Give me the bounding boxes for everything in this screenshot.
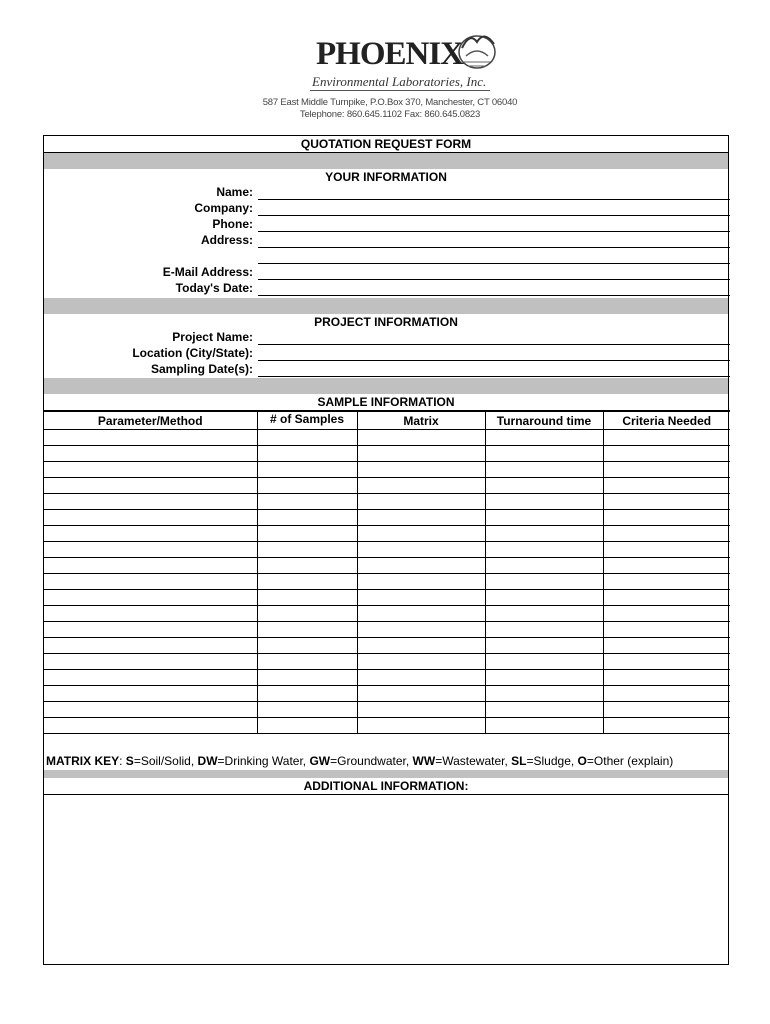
table-cell[interactable] bbox=[257, 718, 357, 734]
table-row bbox=[44, 702, 730, 718]
table-cell[interactable] bbox=[603, 574, 730, 590]
table-cell[interactable] bbox=[603, 638, 730, 654]
project-info-heading: PROJECT INFORMATION bbox=[314, 315, 458, 329]
table-cell[interactable] bbox=[357, 462, 485, 478]
table-cell[interactable] bbox=[485, 702, 603, 718]
matrix-key: MATRIX KEY: S=Soil/Solid, DW=Drinking Water, GW=Groundwater, WW=Wastewater, SL=Sludge, O=Other (explain) bbox=[46, 754, 674, 768]
table-cell[interactable] bbox=[603, 718, 730, 734]
address-label: Address: bbox=[200, 233, 253, 247]
table-cell[interactable] bbox=[257, 686, 357, 702]
col-parameter-method: Parameter/Method bbox=[44, 411, 257, 430]
table-cell[interactable] bbox=[257, 430, 357, 446]
matrix-code: WW bbox=[412, 754, 436, 768]
email-field[interactable] bbox=[258, 279, 730, 280]
table-cell[interactable] bbox=[357, 558, 485, 574]
table-cell[interactable] bbox=[485, 494, 603, 510]
sample-info-heading: SAMPLE INFORMATION bbox=[317, 395, 455, 409]
section-band bbox=[44, 770, 728, 778]
table-row bbox=[44, 510, 730, 526]
matrix-code: DW bbox=[197, 754, 218, 768]
company-subtitle: Environmental Laboratories, Inc. bbox=[312, 74, 487, 89]
date-label: Today's Date: bbox=[175, 281, 253, 295]
table-row bbox=[44, 446, 730, 462]
table-cell[interactable] bbox=[44, 702, 257, 718]
table-row bbox=[44, 526, 730, 542]
table-cell[interactable] bbox=[357, 430, 485, 446]
table-cell[interactable] bbox=[44, 446, 257, 462]
table-row bbox=[44, 542, 730, 558]
table-cell[interactable] bbox=[603, 478, 730, 494]
table-header-row bbox=[44, 411, 730, 430]
table-cell[interactable] bbox=[357, 542, 485, 558]
table-cell[interactable] bbox=[44, 590, 257, 606]
table-cell[interactable] bbox=[44, 622, 257, 638]
table-cell[interactable] bbox=[357, 654, 485, 670]
table-row bbox=[44, 670, 730, 686]
matrix-key-label: MATRIX KEY bbox=[46, 754, 120, 768]
table-row bbox=[44, 494, 730, 510]
company-contact: Telephone: 860.645.1102 Fax: 860.645.0823 bbox=[299, 109, 481, 120]
table-cell[interactable] bbox=[603, 558, 730, 574]
table-cell[interactable] bbox=[485, 622, 603, 638]
company-logo bbox=[304, 26, 504, 96]
table-cell[interactable] bbox=[357, 606, 485, 622]
matrix-code: S bbox=[125, 754, 134, 768]
table-cell[interactable] bbox=[44, 670, 257, 686]
table-cell[interactable] bbox=[357, 686, 485, 702]
table-cell[interactable] bbox=[357, 510, 485, 526]
table-cell[interactable] bbox=[603, 462, 730, 478]
table-cell[interactable] bbox=[257, 542, 357, 558]
location-field[interactable] bbox=[258, 360, 730, 361]
table-cell[interactable] bbox=[257, 526, 357, 542]
sampling-dates-label: Sampling Date(s): bbox=[150, 362, 253, 376]
table-cell[interactable] bbox=[257, 446, 357, 462]
table-cell[interactable] bbox=[44, 542, 257, 558]
table-cell[interactable] bbox=[257, 510, 357, 526]
form-title: QUOTATION REQUEST FORM bbox=[300, 137, 472, 151]
table-cell[interactable] bbox=[257, 638, 357, 654]
sampling-dates-field[interactable] bbox=[258, 376, 730, 377]
company-name: PHOENIX bbox=[316, 36, 464, 72]
matrix-meaning: Wastewater bbox=[442, 754, 505, 768]
table-cell[interactable] bbox=[485, 526, 603, 542]
additional-info-heading: ADDITIONAL INFORMATION: bbox=[303, 779, 469, 793]
table-cell[interactable] bbox=[603, 542, 730, 558]
matrix-meaning: Other (explain) bbox=[593, 754, 674, 768]
your-info-heading: YOUR INFORMATION bbox=[325, 170, 447, 184]
table-cell[interactable] bbox=[44, 606, 257, 622]
section-band bbox=[44, 298, 728, 314]
matrix-meaning: Drinking Water bbox=[224, 754, 303, 768]
name-label: Name: bbox=[216, 185, 253, 199]
col-criteria-needed: Criteria Needed bbox=[603, 411, 730, 430]
table-cell[interactable] bbox=[44, 718, 257, 734]
table-cell[interactable] bbox=[44, 526, 257, 542]
table-cell[interactable] bbox=[357, 622, 485, 638]
table-cell[interactable] bbox=[603, 622, 730, 638]
table-cell[interactable] bbox=[357, 526, 485, 542]
table-cell[interactable] bbox=[603, 526, 730, 542]
matrix-meaning: Sludge bbox=[533, 754, 571, 768]
phoenix-bird-icon bbox=[454, 26, 500, 74]
table-cell[interactable] bbox=[44, 494, 257, 510]
table-cell[interactable] bbox=[357, 574, 485, 590]
table-cell[interactable] bbox=[44, 686, 257, 702]
table-cell[interactable] bbox=[257, 654, 357, 670]
table-cell[interactable] bbox=[485, 446, 603, 462]
name-field[interactable] bbox=[258, 199, 730, 200]
table-cell[interactable] bbox=[603, 654, 730, 670]
email-label: E-Mail Address: bbox=[162, 265, 253, 279]
matrix-meaning: Groundwater bbox=[337, 754, 406, 768]
table-cell[interactable] bbox=[485, 542, 603, 558]
table-cell[interactable] bbox=[603, 606, 730, 622]
company-field[interactable] bbox=[258, 215, 730, 216]
table-cell[interactable] bbox=[603, 686, 730, 702]
table-cell[interactable] bbox=[44, 638, 257, 654]
table-row bbox=[44, 622, 730, 638]
table-cell[interactable] bbox=[603, 510, 730, 526]
table-cell[interactable] bbox=[257, 558, 357, 574]
additional-info-field[interactable] bbox=[44, 795, 728, 963]
section-band bbox=[44, 153, 728, 169]
table-cell[interactable] bbox=[485, 638, 603, 654]
table-cell[interactable] bbox=[485, 478, 603, 494]
matrix-code: O bbox=[577, 754, 587, 768]
table-cell[interactable] bbox=[357, 718, 485, 734]
table-cell[interactable] bbox=[257, 494, 357, 510]
matrix-code: SL bbox=[511, 754, 527, 768]
table-row bbox=[44, 718, 730, 734]
table-cell[interactable] bbox=[44, 478, 257, 494]
date-field[interactable] bbox=[258, 295, 730, 296]
table-cell[interactable] bbox=[357, 702, 485, 718]
company-label: Company: bbox=[194, 201, 253, 215]
table-cell[interactable] bbox=[603, 670, 730, 686]
table-cell[interactable] bbox=[357, 478, 485, 494]
table-cell[interactable] bbox=[257, 478, 357, 494]
table-cell[interactable] bbox=[257, 702, 357, 718]
table-row bbox=[44, 686, 730, 702]
matrix-code: GW bbox=[309, 754, 331, 768]
project-name-field[interactable] bbox=[258, 344, 730, 345]
table-row bbox=[44, 558, 730, 574]
table-cell[interactable] bbox=[603, 702, 730, 718]
table-cell[interactable] bbox=[485, 670, 603, 686]
project-name-label: Project Name: bbox=[172, 330, 253, 344]
table-row bbox=[44, 574, 730, 590]
table-cell[interactable] bbox=[257, 590, 357, 606]
table-cell[interactable] bbox=[257, 606, 357, 622]
table-cell[interactable] bbox=[357, 638, 485, 654]
table-cell[interactable] bbox=[44, 654, 257, 670]
table-cell[interactable] bbox=[485, 590, 603, 606]
col-matrix: Matrix bbox=[357, 411, 485, 430]
table-row bbox=[44, 478, 730, 494]
table-cell[interactable] bbox=[603, 446, 730, 462]
phone-label: Phone: bbox=[212, 217, 253, 231]
sample-table bbox=[44, 410, 730, 734]
table-cell[interactable] bbox=[357, 494, 485, 510]
quotation-form bbox=[43, 135, 729, 965]
table-cell[interactable] bbox=[44, 462, 257, 478]
table-cell[interactable] bbox=[603, 430, 730, 446]
address-field-1[interactable] bbox=[258, 247, 730, 248]
table-row bbox=[44, 654, 730, 670]
section-band bbox=[44, 378, 728, 394]
table-cell[interactable] bbox=[257, 462, 357, 478]
table-cell[interactable] bbox=[257, 622, 357, 638]
table-row bbox=[44, 638, 730, 654]
col-number-of-samples: # of Samples bbox=[257, 411, 357, 430]
table-cell[interactable] bbox=[44, 430, 257, 446]
table-cell[interactable] bbox=[485, 574, 603, 590]
sample-table-body bbox=[44, 430, 730, 734]
table-row bbox=[44, 430, 730, 446]
table-cell[interactable] bbox=[357, 446, 485, 462]
matrix-meaning: Soil/Solid bbox=[140, 754, 191, 768]
table-cell[interactable] bbox=[485, 718, 603, 734]
table-cell[interactable] bbox=[485, 430, 603, 446]
table-cell[interactable] bbox=[485, 510, 603, 526]
col-turnaround-time: Turnaround time bbox=[485, 411, 603, 430]
table-cell[interactable] bbox=[257, 574, 357, 590]
phone-field[interactable] bbox=[258, 231, 730, 232]
table-cell[interactable] bbox=[485, 558, 603, 574]
table-cell[interactable] bbox=[603, 590, 730, 606]
table-cell[interactable] bbox=[44, 574, 257, 590]
location-label: Location (City/State): bbox=[132, 346, 253, 360]
table-cell[interactable] bbox=[485, 462, 603, 478]
table-cell[interactable] bbox=[603, 494, 730, 510]
table-cell[interactable] bbox=[357, 670, 485, 686]
table-row bbox=[44, 590, 730, 606]
logo-divider bbox=[310, 90, 490, 91]
table-cell[interactable] bbox=[485, 686, 603, 702]
table-cell[interactable] bbox=[485, 606, 603, 622]
table-row bbox=[44, 606, 730, 622]
company-address: 587 East Middle Turnpike, P.O.Box 370, Manchester, CT 06040 bbox=[262, 97, 518, 108]
table-cell[interactable] bbox=[44, 510, 257, 526]
table-cell[interactable] bbox=[357, 590, 485, 606]
address-field-2[interactable] bbox=[258, 263, 730, 264]
table-cell[interactable] bbox=[44, 558, 257, 574]
table-cell[interactable] bbox=[257, 670, 357, 686]
table-cell[interactable] bbox=[485, 654, 603, 670]
table-row bbox=[44, 462, 730, 478]
